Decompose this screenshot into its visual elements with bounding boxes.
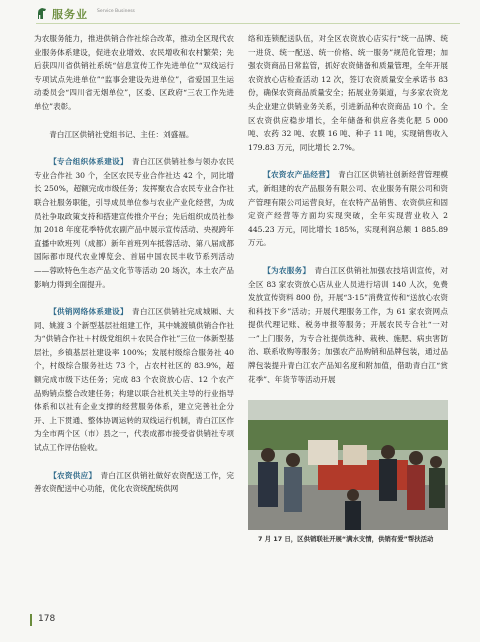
- section-tag: 【供销网络体系建设】: [49, 307, 125, 317]
- section-tag: 【农资供应】: [49, 470, 93, 480]
- section-subtitle: Service Business: [97, 9, 135, 14]
- paragraph-text: 青白江区供销社加强农技培训宣传，对全区 83 家农资放心店从业人员进行培训 140 人次，免费发放宣传资料 800 份，开展“3·15”消费宣传和“送放心农资和科技下乡”活动；开展代理服务工作，为 61 家农资网点提供代理记账、税务申报等服务；开展农民专合社“一对一”上门服务，为专合社提供选种、栽秧、施肥、病虫害防治、联系收购等服务；加强农产品购销和品牌包装，通过品牌包装提升青白江农产品知名度和附加值，借助青白江“赏花季”、年货节等活动开展: [248, 265, 448, 384]
- left-paragraph-1: 为农服务能力，推进供销合作社综合改革，推动全区现代农业服务体系建设，促进农业增效、农民增收和农村繁荣；先后获四川省供销社系统“信息宣传工作先进单位”“双线运行专项试点先进单位”“监事会建设先进单位”，省爱国卫生运动委员会“四川省无烟单位”，区委、区政府“三农工作先进单位”表彰。: [34, 34, 234, 111]
- photo-caption: 7 月 17 日，区供销联社开展“满水支情，供销有爱”帮扶活动: [258, 535, 434, 544]
- section-tag: 【为农服务】: [263, 265, 307, 275]
- section-title: 服务业: [52, 8, 88, 21]
- paragraph-text: 青白江区供销社完成城厢、大同、姚渡 3 个新型基层社组建工作，其中姚渡镇供销合作社为“供销合作社＋村级党组织＋农民合作社”三位一体新型基层社，乡镇基层社建设率 100%；发展村级综合服务社 40 个，村级综合服务社达 73 个，占农村社区的 83.9%，超额完成市级下达任务；完成 83 个农资放心店、12 个农产品购销点整合改建任务；构建以联合社机关主导的行业指导体系和以社有企业支撑的经营服务体系，建立完善社企分开、上下贯通、整体协调运转的双线运行机制，青白江区作为全市两个区（市）县之一，代表成都市接受省供销社专项试点工作评估验收。: [34, 307, 235, 453]
- paragraph-text: 青白江区供销社做好农资配送工作，完善农资配送中心功能，优化农资统配统供网: [34, 470, 234, 494]
- section-tag: 【农资农产品经营】: [263, 170, 331, 180]
- left-paragraph-4: [34, 469, 234, 496]
- paragraph-text: 青白江区供销社创新经营管理模式，新组建的农产品服务有限公司、农业服务有限公司和资产管理有限公司运营良好，在农特产品销售、农资供应和固定资产经营等方面均实现突破，全年实现营业收入 2 445.23 万元，同比增长 185%，实现利润总额 1 885.89 万元。: [248, 170, 448, 248]
- section-tag: 【专合组织体系建设】: [49, 157, 125, 167]
- right-column: [248, 32, 448, 545]
- event-photo-illustration: [248, 400, 448, 530]
- left-paragraph-2: [34, 155, 234, 291]
- left-paragraph-3: [34, 305, 234, 455]
- left-column: [34, 32, 234, 510]
- right-paragraph-3: [248, 264, 448, 386]
- right-paragraph-2: [248, 168, 448, 250]
- event-photo: [248, 400, 448, 530]
- signature-line: 青白江区供销社党组书记、主任：刘盛福。: [49, 129, 194, 139]
- right-paragraph-1: 络和连锁配送队伍，对全区农资放心店实行“统一品牌、统一进货、统一配送、统一价格、统一服务”规范化管理；加强农资商品日常监管，抓好农资储备和质量管理，全年开展农资放心店检查活动 12 次，签订农资质量安全承诺书 83 份，确保农资商品质量安全；拓展业务渠道，与多家农资龙头企业建立供销业务关系，引进新品种农资商品 10 个。全区农资供应稳步增长，全年储备和供应各类化肥 5 000 吨、农药 32 吨、农膜 16 吨、种子 11 吨，实现销售收入 179.83 万元，同比增长 2.7%。: [248, 34, 448, 152]
- header-divider: [36, 23, 460, 24]
- page-number: 178: [38, 614, 56, 624]
- page-header: [0, 0, 480, 28]
- page-number-marker: [30, 614, 32, 626]
- paragraph-text: 青白江区供销社参与领办农民专业合作社 30 个，全区农民专业合作社达 42 个，同比增长 250%，超额完成市级任务；发挥聚农合农民专业合作社联合社服务职能，引导成员单位参与农业产业化经营，为成员社争取政策支持和搭建宣传推介平台；先后组织成员社参加 2018 年度花季特优农副产品中展示宣传活动、央视跨年直播中欧班列（成都）新年首班列车抵蓉活动、第八届成都国际都市现代农业博览会、首届中国农民丰收节系列活动——蓉欧特色生态产品文化节等活动 20 场次，本土农产品影响力得到全面提升。: [34, 157, 235, 289]
- horse-logo-icon: [36, 7, 48, 20]
